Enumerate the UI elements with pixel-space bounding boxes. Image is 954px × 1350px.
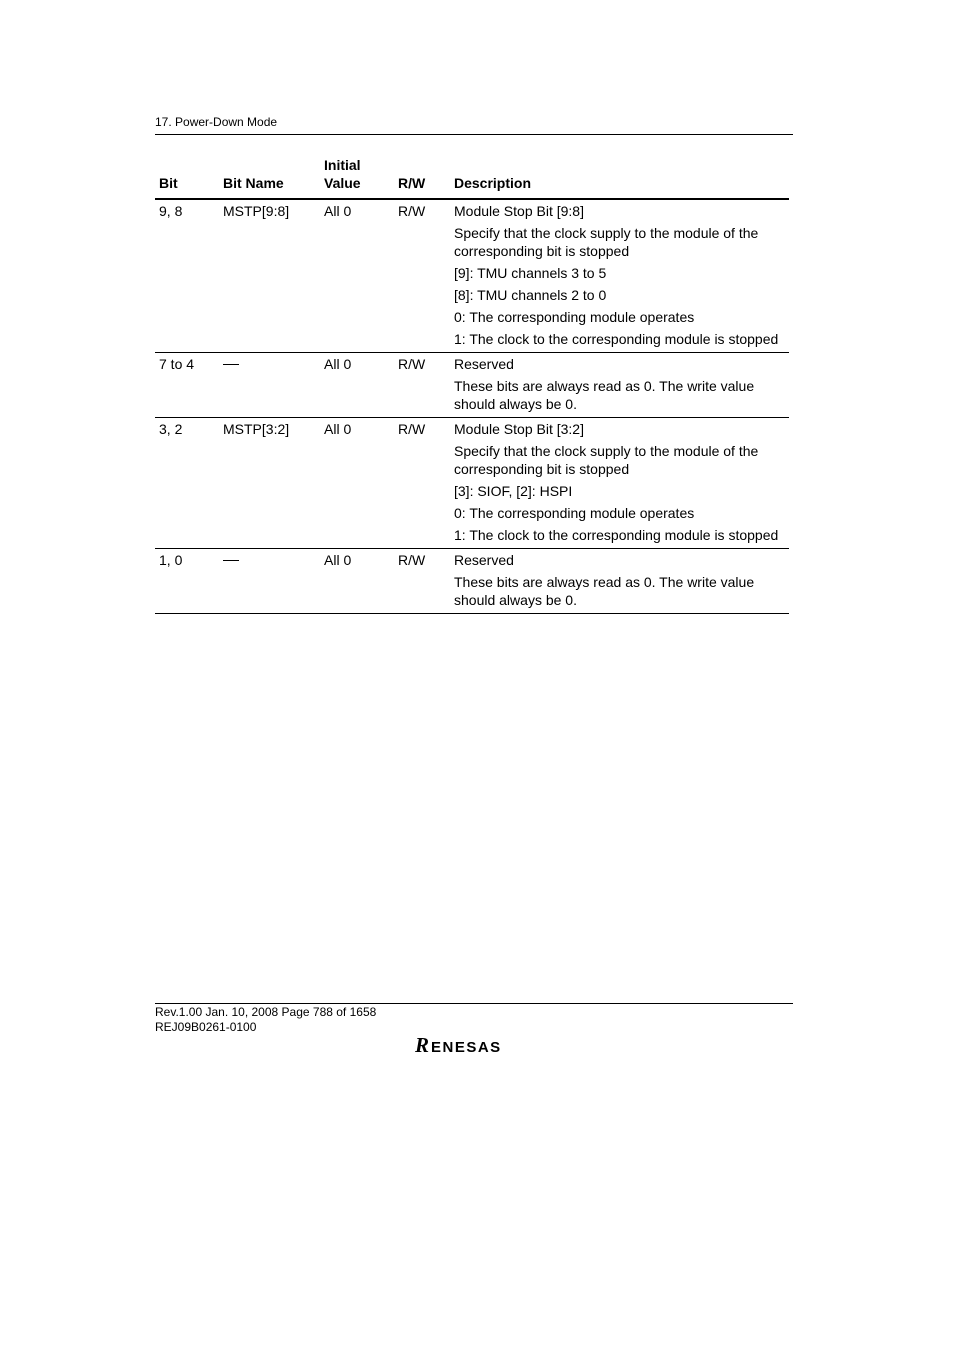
- row-bit-name-dash: [223, 355, 239, 373]
- row-description: [454, 549, 784, 613]
- table-row: [155, 418, 789, 549]
- description-text: 0: The corresponding module operates: [454, 505, 695, 521]
- description-title: Reserved: [454, 552, 514, 568]
- row-rw: R/W: [398, 552, 426, 568]
- description-title: Module Stop Bit [9:8]: [454, 203, 584, 219]
- row-initial-value: All 0: [324, 356, 352, 372]
- footer-rule: [155, 1003, 793, 1004]
- row-bit: 1, 0: [159, 552, 183, 568]
- description-title: Module Stop Bit [3:2]: [454, 421, 584, 437]
- row-rw: R/W: [398, 203, 426, 219]
- row-initial-value: All 0: [324, 552, 352, 568]
- row-bit: 9, 8: [159, 203, 183, 219]
- table-row: [155, 353, 789, 418]
- description-title: Reserved: [454, 356, 514, 372]
- row-initial-value: All 0: [324, 203, 352, 219]
- logo-wordmark: ENESAS: [431, 1039, 502, 1056]
- dash-icon: [223, 560, 239, 561]
- description-text: 0: The corresponding module operates: [454, 309, 695, 325]
- header-bit: Bit: [159, 175, 178, 191]
- table-row: [155, 549, 789, 614]
- table-header: [155, 155, 789, 200]
- row-bit-name-dash: [223, 551, 239, 569]
- description-text: Specify that the clock supply to the module of the corresponding bit is stopped: [454, 225, 759, 259]
- row-rw: R/W: [398, 421, 426, 437]
- header-bit-name: Bit Name: [223, 175, 284, 191]
- header-value: Value: [324, 175, 361, 191]
- description-text: These bits are always read as 0. The write value should always be 0.: [454, 378, 755, 412]
- renesas-logo: [413, 1034, 533, 1056]
- row-bit: 7 to 4: [159, 356, 195, 372]
- header-rule: [155, 134, 793, 135]
- description-text: 1: The clock to the corresponding module is stopped: [454, 331, 779, 347]
- header-rw: R/W: [398, 175, 426, 191]
- row-rw: R/W: [398, 356, 426, 372]
- header-initial-value: [324, 156, 361, 192]
- description-text: 1: The clock to the corresponding module is stopped: [454, 527, 779, 543]
- description-text: [3]: SIOF, [2]: HSPI: [454, 483, 573, 499]
- logo-letter-r: R: [415, 1034, 430, 1056]
- row-bit-name: MSTP[3:2]: [223, 421, 290, 437]
- footer-revision: Rev.1.00 Jan. 10, 2008 Page 788 of 1658: [155, 1005, 377, 1019]
- row-description: [454, 200, 784, 352]
- header-description: Description: [454, 175, 532, 191]
- description-text: [9]: TMU channels 3 to 5: [454, 265, 607, 281]
- register-table: [155, 155, 789, 614]
- footer-document-number: REJ09B0261-0100: [155, 1020, 257, 1034]
- header-initial: Initial: [324, 157, 361, 173]
- row-bit-name: MSTP[9:8]: [223, 203, 290, 219]
- row-description: [454, 353, 784, 417]
- dash-icon: [223, 364, 239, 365]
- row-initial-value: All 0: [324, 421, 352, 437]
- table-row: [155, 200, 789, 353]
- description-text: Specify that the clock supply to the module of the corresponding bit is stopped: [454, 443, 759, 477]
- running-header: 17. Power-Down Mode: [155, 115, 278, 129]
- row-bit: 3, 2: [159, 421, 183, 437]
- row-description: [454, 418, 784, 548]
- description-text: These bits are always read as 0. The write value should always be 0.: [454, 574, 755, 608]
- description-text: [8]: TMU channels 2 to 0: [454, 287, 607, 303]
